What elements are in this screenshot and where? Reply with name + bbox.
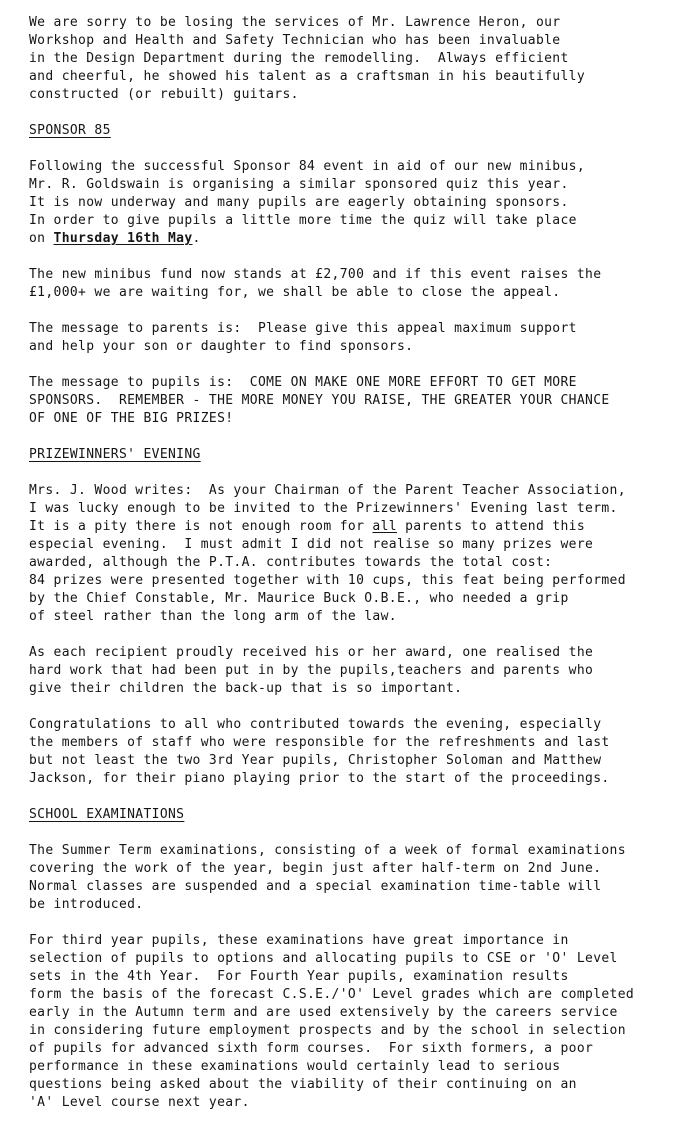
text-line: As each recipient proudly received his or her award, one realised the bbox=[29, 645, 594, 660]
text-line: In order to give pupils a little more time the quiz will take place bbox=[29, 213, 577, 228]
text-line: The message to pupils is: COME ON MAKE ONE MORE EFFORT TO GET MORE bbox=[29, 375, 577, 390]
text-line: The Summer Term examinations, consisting of a week of formal examinations bbox=[29, 843, 626, 858]
sponsor-paragraph-parents bbox=[29, 320, 690, 356]
text-fragment: on bbox=[29, 231, 54, 246]
text-line: early in the Autumn term and are used extensively by the careers service bbox=[29, 1005, 618, 1020]
text-line: be introduced. bbox=[29, 897, 144, 912]
text-line: selection of pupils to options and allocating pupils to CSE or 'O' Level bbox=[29, 951, 618, 966]
text-line: The new minibus fund now stands at £2,700 and if this event raises the bbox=[29, 267, 602, 282]
prize-paragraph-chairman bbox=[29, 482, 690, 626]
text-line: constructed (or rebuilt) guitars. bbox=[29, 87, 299, 102]
sponsor-paragraph-pupils bbox=[29, 374, 690, 428]
text-line: in considering future employment prospects and by the school in selection bbox=[29, 1023, 626, 1038]
text-line: of steel rather than the long arm of the law. bbox=[29, 609, 397, 624]
text-line: hard work that had been put in by the pupils,teachers and parents who bbox=[29, 663, 594, 678]
text-fragment: . bbox=[192, 231, 201, 246]
text-line: 'A' Level course next year. bbox=[29, 1095, 250, 1110]
text-line: £1,000+ we are waiting for, we shall be able to close the appeal. bbox=[29, 285, 561, 300]
text-line: awarded, although the P.T.A. contributes towards the total cost: bbox=[29, 555, 553, 570]
text-line: give their children the back-up that is so important. bbox=[29, 681, 463, 696]
text-line: of pupils for advanced sixth form courses. For sixth formers, a poor bbox=[29, 1041, 594, 1056]
sponsor-paragraph-event bbox=[29, 158, 690, 248]
text-line: sets in the 4th Year. For Fourth Year pupils, examination results bbox=[29, 969, 569, 984]
emphasis-all: all bbox=[372, 519, 397, 534]
text-line: by the Chief Constable, Mr. Maurice Buck O.B.E., who needed a grip bbox=[29, 591, 569, 606]
text-line: I was lucky enough to be invited to the Prizewinners' Evening last term. bbox=[29, 501, 618, 516]
text-line: Workshop and Health and Safety Technician who has been invaluable bbox=[29, 33, 561, 48]
text-line: especial evening. I must admit I did not realise so many prizes were bbox=[29, 537, 594, 552]
text-line: and help your son or daughter to find sponsors. bbox=[29, 339, 414, 354]
prize-paragraph-congratulations bbox=[29, 716, 690, 788]
text-line: Congratulations to all who contributed towards the evening, especially bbox=[29, 717, 602, 732]
text-line: For third year pupils, these examinations have great importance in bbox=[29, 933, 569, 948]
exam-paragraph-importance bbox=[29, 932, 690, 1112]
section-heading-prizewinners: PRIZEWINNERS' EVENING bbox=[29, 447, 201, 462]
text-line: covering the work of the year, begin just after half-term on 2nd June. bbox=[29, 861, 602, 876]
sponsor-paragraph-fund bbox=[29, 266, 690, 302]
staff-farewell-paragraph bbox=[29, 14, 690, 104]
text-line: We are sorry to be losing the services of Mr. Lawrence Heron, our bbox=[29, 15, 561, 30]
text-line: The message to parents is: Please give this appeal maximum support bbox=[29, 321, 577, 336]
text-line: and cheerful, he showed his talent as a craftsman in his beautifully bbox=[29, 69, 586, 84]
text-line: but not least the two 3rd Year pupils, Christopher Soloman and Matthew bbox=[29, 753, 602, 768]
text-line: Jackson, for their piano playing prior to the start of the proceedings. bbox=[29, 771, 610, 786]
section-heading-sponsor: SPONSOR 85 bbox=[29, 123, 111, 138]
text-line: 84 prizes were presented together with 10 cups, this feat being performed bbox=[29, 573, 626, 588]
text-line: in the Design Department during the remodelling. Always efficient bbox=[29, 51, 569, 66]
text-line: Normal classes are suspended and a special examination time-table will bbox=[29, 879, 602, 894]
text-line: OF ONE OF THE BIG PRIZES! bbox=[29, 411, 234, 426]
text-line bbox=[29, 518, 690, 536]
text-line: the members of staff who were responsible for the refreshments and last bbox=[29, 735, 610, 750]
text-fragment: It is a pity there is not enough room for bbox=[29, 519, 373, 534]
text-line: performance in these examinations would certainly lead to serious bbox=[29, 1059, 561, 1074]
text-fragment: parents to attend this bbox=[396, 519, 586, 534]
text-line: Mrs. J. Wood writes: As your Chairman of the Parent Teacher Association, bbox=[29, 483, 626, 498]
text-line: It is now underway and many pupils are eagerly obtaining sponsors. bbox=[29, 195, 569, 210]
text-line: Mr. R. Goldswain is organising a similar sponsored quiz this year. bbox=[29, 177, 569, 192]
text-line: SPONSORS. REMEMBER - THE MORE MONEY YOU RAISE, THE GREATER YOUR CHANCE bbox=[29, 393, 610, 408]
text-line bbox=[29, 230, 690, 248]
prize-paragraph-recipients bbox=[29, 644, 690, 698]
text-line: Following the successful Sponsor 84 event in aid of our new minibus, bbox=[29, 159, 586, 174]
text-line: form the basis of the forecast C.S.E./'O' Level grades which are completed bbox=[29, 987, 635, 1002]
section-heading-examinations: SCHOOL EXAMINATIONS bbox=[29, 807, 185, 822]
exam-paragraph-schedule bbox=[29, 842, 690, 914]
text-line: questions being asked about the viability of their continuing on an bbox=[29, 1077, 577, 1092]
quiz-date: Thursday 16th May bbox=[53, 231, 193, 246]
